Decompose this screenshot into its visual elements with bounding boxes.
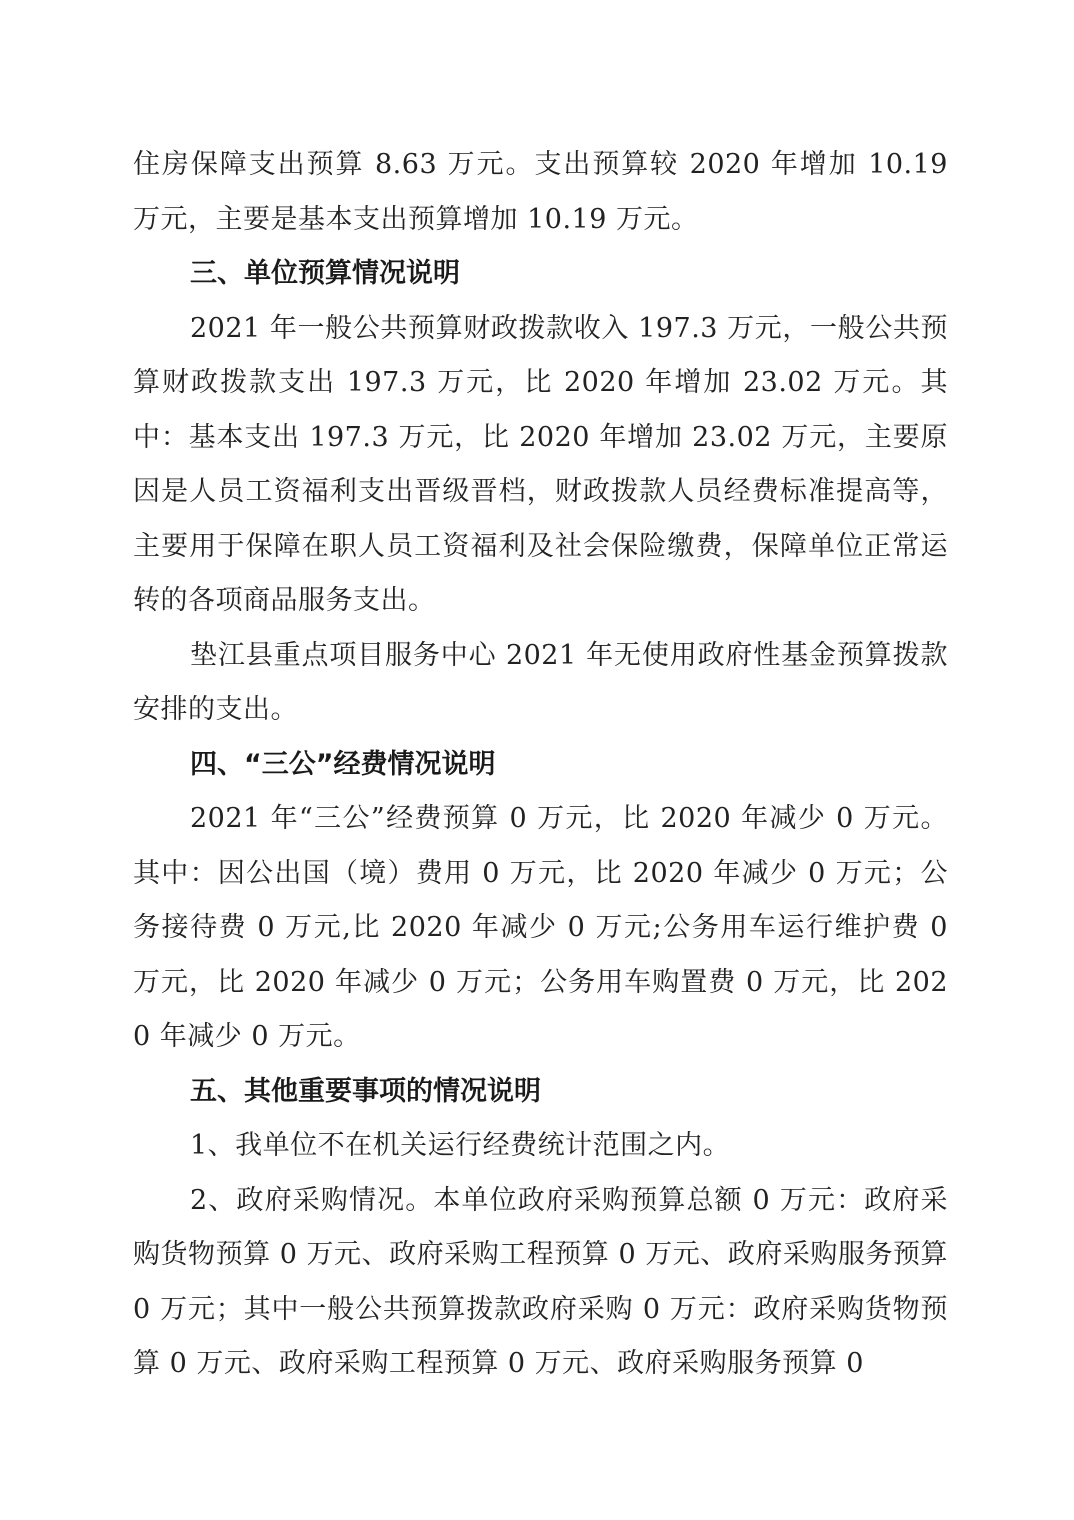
paragraph-operating-expenses: 1、我单位不在机关运行经费统计范围之内。 [190, 1130, 731, 1161]
heading-three-public-expenses: 四、“三公”经费情况说明 [190, 748, 496, 780]
paragraph-general-budget: 2021 年一般公共预算财政拨款收入 197.3 万元，一般公共预算财政拨款支出 197.3 万元，比 2020 年增加 23.02 万元。其中：基本支出 197.3 万元，比 2020 年增加 23.02 万元，主要原因是人员工资福利支出晋级晋档，财政拨款人员经费标准提高等，主要用于保障在职人员工资福利及社会保险缴费，保障单位正常运转的各项商品服务支出。 [133, 312, 948, 616]
paragraph-housing-expenditure: 住房保障支出预算 8.63 万元。支出预算较 2020 年增加 10.19 万元，主要是基本支出预算增加 10.19 万元。 [133, 149, 948, 235]
paragraph-three-public-expenses: 2021 年“三公”经费预算 0 万元，比 2020 年减少 0 万元。其中：因公出国（境）费用 0 万元，比 2020 年减少 0 万元；公务接待费 0 万元,比 2020 年减少 0 万元;公务用车运行维护费 0 万元，比 2020 年减少 0 万元；公务用车购置费 0 万元，比 2020 年减少 0 万元。 [133, 803, 948, 1052]
paragraph-government-fund: 垫江县重点项目服务中心 2021 年无使用政府性基金预算拨款安排的支出。 [133, 639, 948, 725]
heading-other-matters: 五、其他重要事项的情况说明 [190, 1075, 541, 1107]
document-body [133, 138, 948, 1392]
paragraph-government-procurement: 2、政府采购情况。本单位政府采购预算总额 0 万元：政府采购货物预算 0 万元、政府采购工程预算 0 万元、政府采购服务预算 0 万元；其中一般公共预算拨款政府采购 0 万元：政府采购货物预算 0 万元、政府采购工程预算 0 万元、政府采购服务预算 0 [133, 1184, 948, 1379]
heading-unit-budget: 三、单位预算情况说明 [190, 258, 460, 289]
